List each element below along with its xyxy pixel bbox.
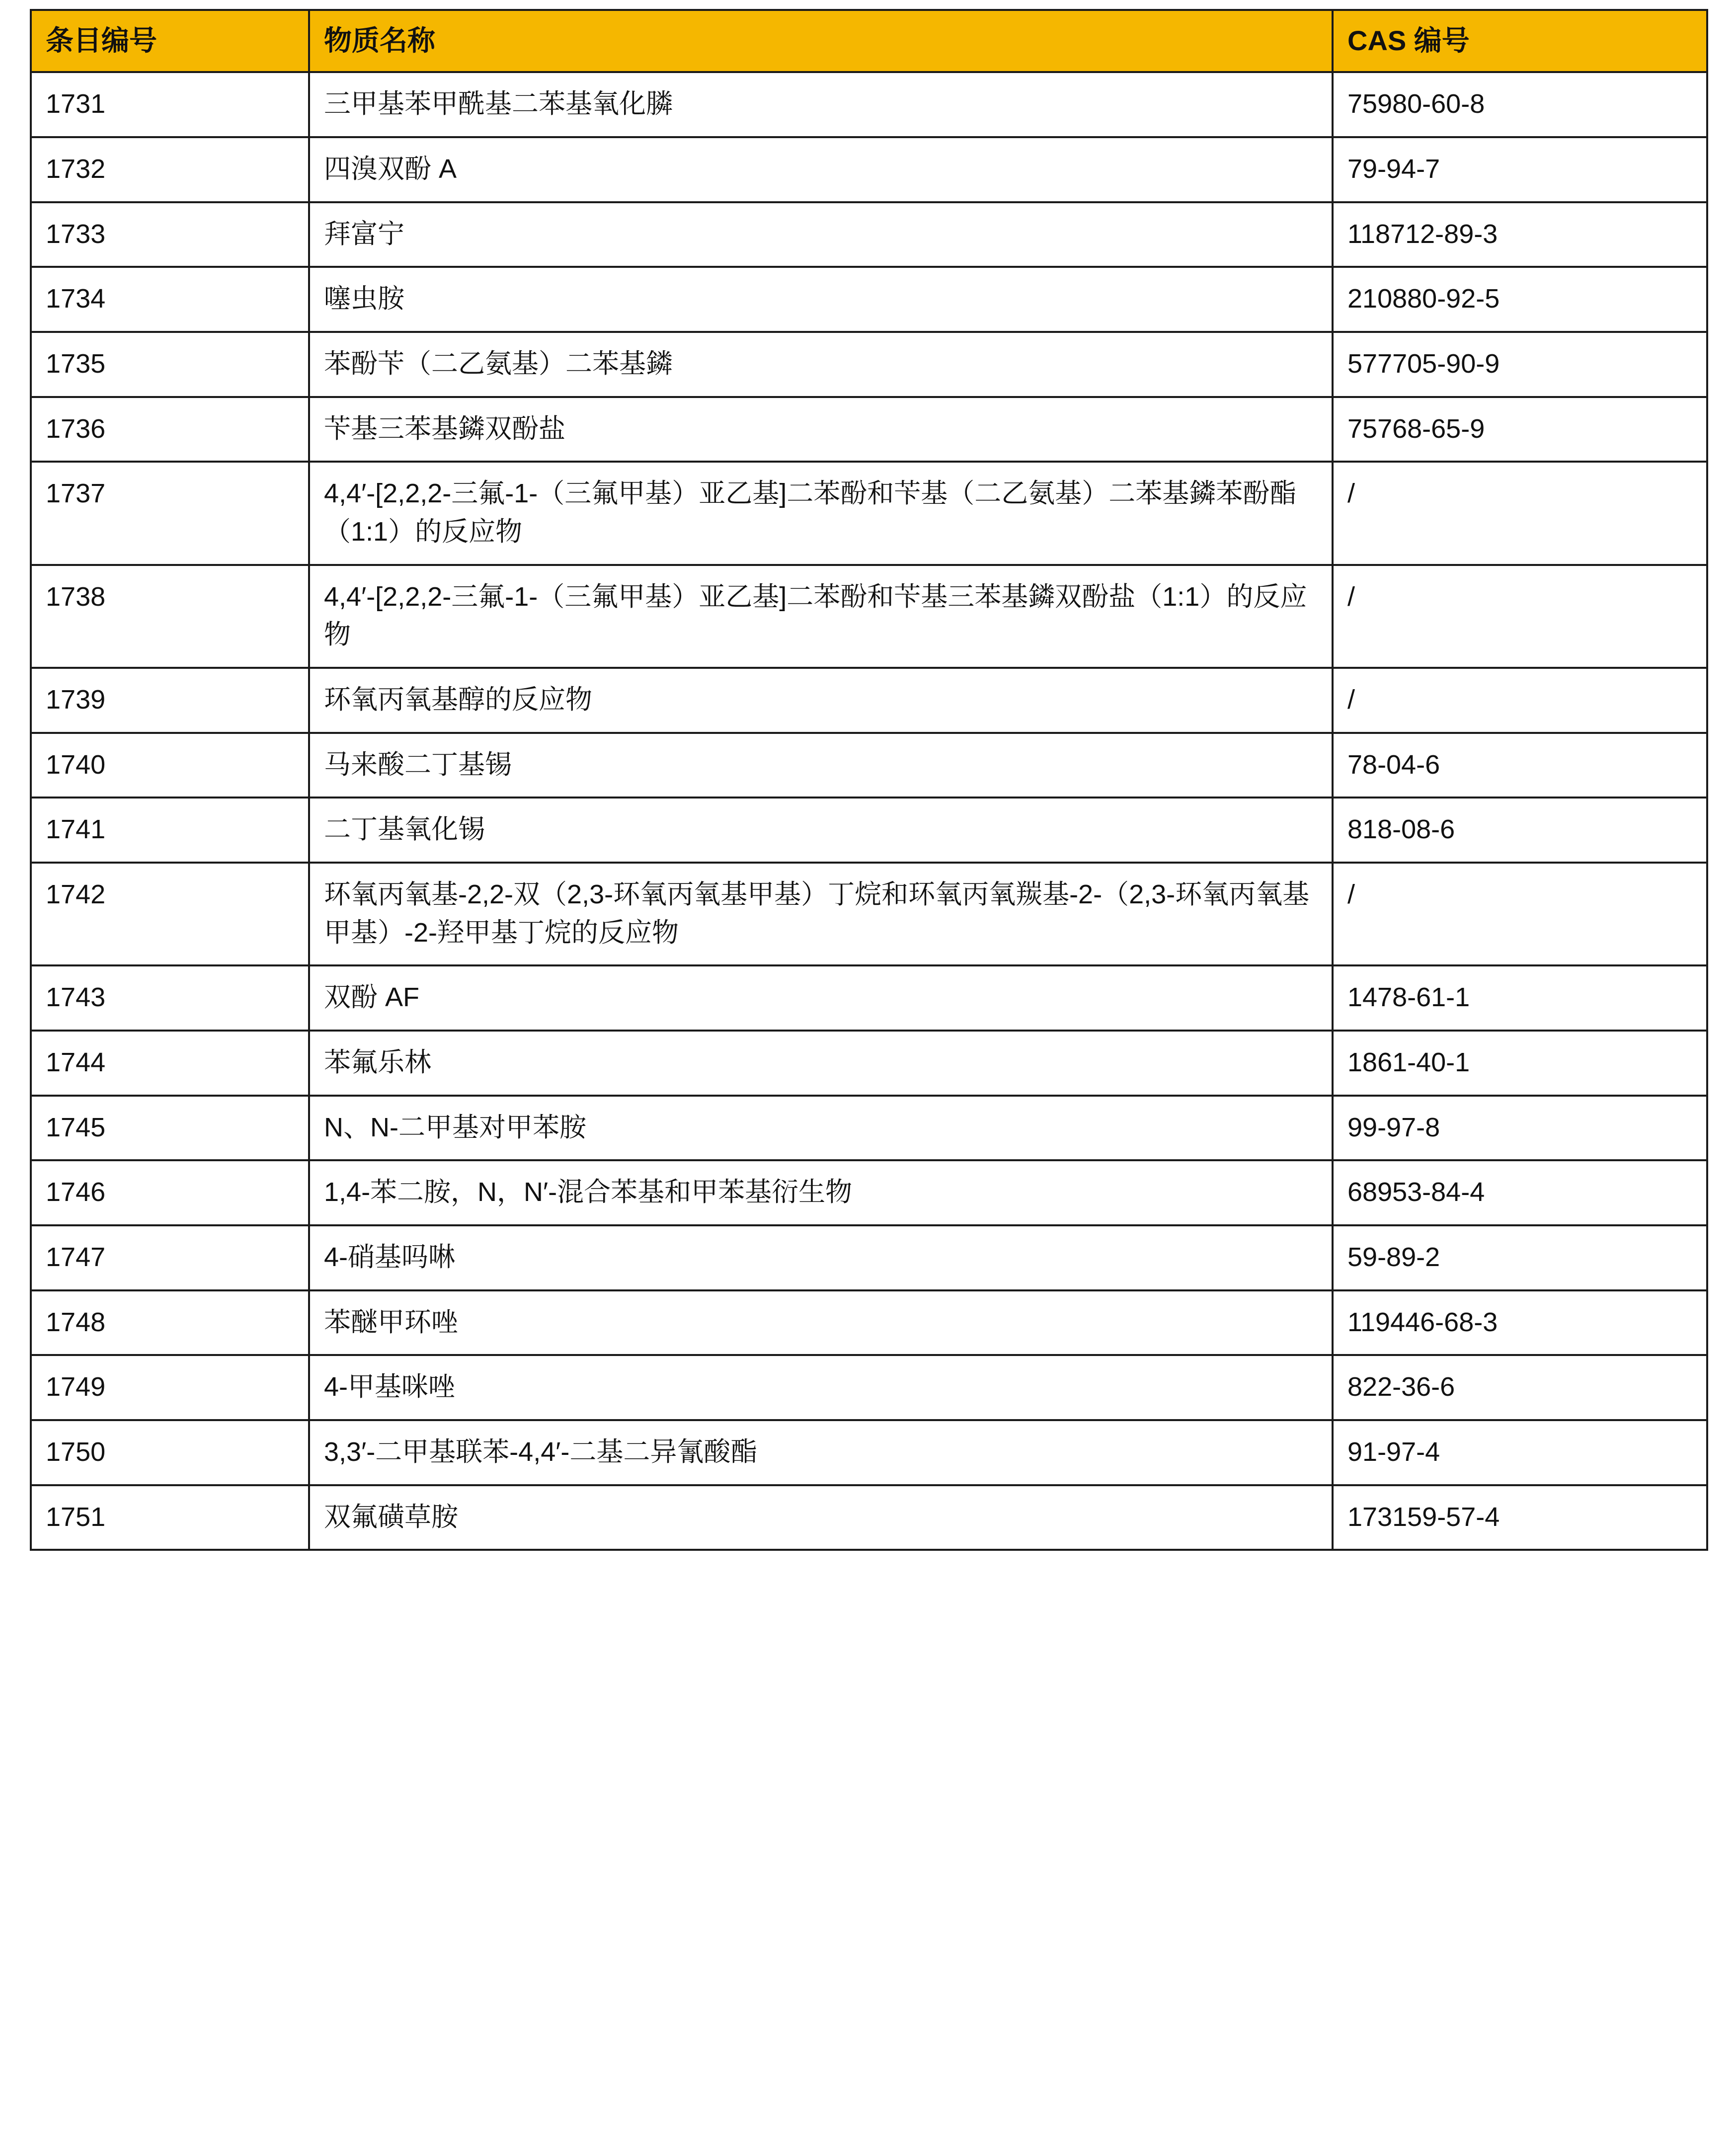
cell-entry-number: 1743 bbox=[31, 965, 309, 1031]
table-row bbox=[31, 462, 1707, 564]
table-row bbox=[31, 733, 1707, 798]
table-row bbox=[31, 1290, 1707, 1356]
cell-entry-number: 1745 bbox=[31, 1096, 309, 1161]
cell-substance-name: 双氟磺草胺 bbox=[309, 1485, 1333, 1550]
table-row bbox=[31, 72, 1707, 137]
cell-entry-number: 1741 bbox=[31, 798, 309, 863]
cell-entry-number: 1749 bbox=[31, 1355, 309, 1420]
cell-cas-number: / bbox=[1333, 863, 1707, 965]
cell-entry-number: 1740 bbox=[31, 733, 309, 798]
cell-cas-number: 822-36-6 bbox=[1333, 1355, 1707, 1420]
cell-substance-name: 环氧丙氧基醇的反应物 bbox=[309, 668, 1333, 733]
cell-entry-number: 1750 bbox=[31, 1420, 309, 1485]
cell-entry-number: 1744 bbox=[31, 1031, 309, 1096]
cell-substance-name: 四溴双酚 A bbox=[309, 137, 1333, 202]
cell-substance-name: N、N-二甲基对甲苯胺 bbox=[309, 1096, 1333, 1161]
table-row bbox=[31, 863, 1707, 965]
table-row bbox=[31, 965, 1707, 1031]
cell-substance-name: 二丁基氧化锡 bbox=[309, 798, 1333, 863]
table-row bbox=[31, 1031, 1707, 1096]
cell-substance-name: 苯酚苄（二乙氨基）二苯基鏻 bbox=[309, 332, 1333, 397]
table-row bbox=[31, 798, 1707, 863]
cell-substance-name: 3,3′-二甲基联苯-4,4′-二基二异氰酸酯 bbox=[309, 1420, 1333, 1485]
table-row bbox=[31, 137, 1707, 202]
cell-substance-name: 双酚 AF bbox=[309, 965, 1333, 1031]
table-row bbox=[31, 397, 1707, 462]
cell-entry-number: 1737 bbox=[31, 462, 309, 564]
cell-cas-number: 1478-61-1 bbox=[1333, 965, 1707, 1031]
cell-cas-number: 78-04-6 bbox=[1333, 733, 1707, 798]
cell-entry-number: 1735 bbox=[31, 332, 309, 397]
cell-cas-number: 119446-68-3 bbox=[1333, 1290, 1707, 1356]
table-row bbox=[31, 267, 1707, 332]
cell-cas-number: 577705-90-9 bbox=[1333, 332, 1707, 397]
cell-entry-number: 1746 bbox=[31, 1160, 309, 1225]
cell-cas-number: 79-94-7 bbox=[1333, 137, 1707, 202]
cell-substance-name: 4-硝基吗啉 bbox=[309, 1225, 1333, 1290]
cell-cas-number: / bbox=[1333, 668, 1707, 733]
cell-substance-name: 环氧丙氧基-2,2-双（2,3-环氧丙氧基甲基）丁烷和环氧丙氧羰基-2-（2,3-环氧丙氧基甲基）-2-羟甲基丁烷的反应物 bbox=[309, 863, 1333, 965]
column-header-cas-number: CAS 编号 bbox=[1333, 10, 1707, 72]
column-header-entry-number: 条目编号 bbox=[31, 10, 309, 72]
cell-substance-name: 噻虫胺 bbox=[309, 267, 1333, 332]
table-row bbox=[31, 1225, 1707, 1290]
table-row bbox=[31, 202, 1707, 267]
table-row bbox=[31, 1160, 1707, 1225]
table-row bbox=[31, 1420, 1707, 1485]
cell-substance-name: 三甲基苯甲酰基二苯基氧化膦 bbox=[309, 72, 1333, 137]
cell-entry-number: 1747 bbox=[31, 1225, 309, 1290]
cell-substance-name: 马来酸二丁基锡 bbox=[309, 733, 1333, 798]
cell-cas-number: 118712-89-3 bbox=[1333, 202, 1707, 267]
cell-entry-number: 1733 bbox=[31, 202, 309, 267]
table-header bbox=[31, 10, 1707, 72]
cell-entry-number: 1742 bbox=[31, 863, 309, 965]
table-row bbox=[31, 565, 1707, 668]
cell-cas-number: / bbox=[1333, 462, 1707, 564]
cell-cas-number: / bbox=[1333, 565, 1707, 668]
cell-entry-number: 1739 bbox=[31, 668, 309, 733]
cell-entry-number: 1734 bbox=[31, 267, 309, 332]
cell-substance-name: 苯醚甲环唑 bbox=[309, 1290, 1333, 1356]
cell-entry-number: 1738 bbox=[31, 565, 309, 668]
table-row bbox=[31, 1485, 1707, 1550]
cell-substance-name: 拜富宁 bbox=[309, 202, 1333, 267]
table-header-row bbox=[31, 10, 1707, 72]
cell-substance-name: 4,4′-[2,2,2-三氟-1-（三氟甲基）亚乙基]二苯酚和苄基三苯基鏻双酚盐（1:1）的反应物 bbox=[309, 565, 1333, 668]
cell-cas-number: 818-08-6 bbox=[1333, 798, 1707, 863]
cell-cas-number: 75768-65-9 bbox=[1333, 397, 1707, 462]
table-row bbox=[31, 1096, 1707, 1161]
table-row bbox=[31, 1355, 1707, 1420]
cell-entry-number: 1731 bbox=[31, 72, 309, 137]
cell-cas-number: 210880-92-5 bbox=[1333, 267, 1707, 332]
cell-entry-number: 1751 bbox=[31, 1485, 309, 1550]
cell-cas-number: 1861-40-1 bbox=[1333, 1031, 1707, 1096]
cell-cas-number: 91-97-4 bbox=[1333, 1420, 1707, 1485]
cell-substance-name: 苄基三苯基鏻双酚盐 bbox=[309, 397, 1333, 462]
cell-substance-name: 1,4-苯二胺，N，N′-混合苯基和甲苯基衍生物 bbox=[309, 1160, 1333, 1225]
cell-entry-number: 1736 bbox=[31, 397, 309, 462]
cell-cas-number: 68953-84-4 bbox=[1333, 1160, 1707, 1225]
cell-entry-number: 1748 bbox=[31, 1290, 309, 1356]
column-header-substance-name: 物质名称 bbox=[309, 10, 1333, 72]
cell-cas-number: 59-89-2 bbox=[1333, 1225, 1707, 1290]
table-row bbox=[31, 668, 1707, 733]
cell-cas-number: 75980-60-8 bbox=[1333, 72, 1707, 137]
table-row bbox=[31, 332, 1707, 397]
cell-cas-number: 99-97-8 bbox=[1333, 1096, 1707, 1161]
table-body bbox=[31, 72, 1707, 1550]
cell-substance-name: 4-甲基咪唑 bbox=[309, 1355, 1333, 1420]
cell-substance-name: 苯氟乐林 bbox=[309, 1031, 1333, 1096]
cell-cas-number: 173159-57-4 bbox=[1333, 1485, 1707, 1550]
cell-entry-number: 1732 bbox=[31, 137, 309, 202]
cell-substance-name: 4,4′-[2,2,2-三氟-1-（三氟甲基）亚乙基]二苯酚和苄基（二乙氨基）二苯基鏻苯酚酯（1:1）的反应物 bbox=[309, 462, 1333, 564]
substance-table bbox=[30, 9, 1708, 1551]
